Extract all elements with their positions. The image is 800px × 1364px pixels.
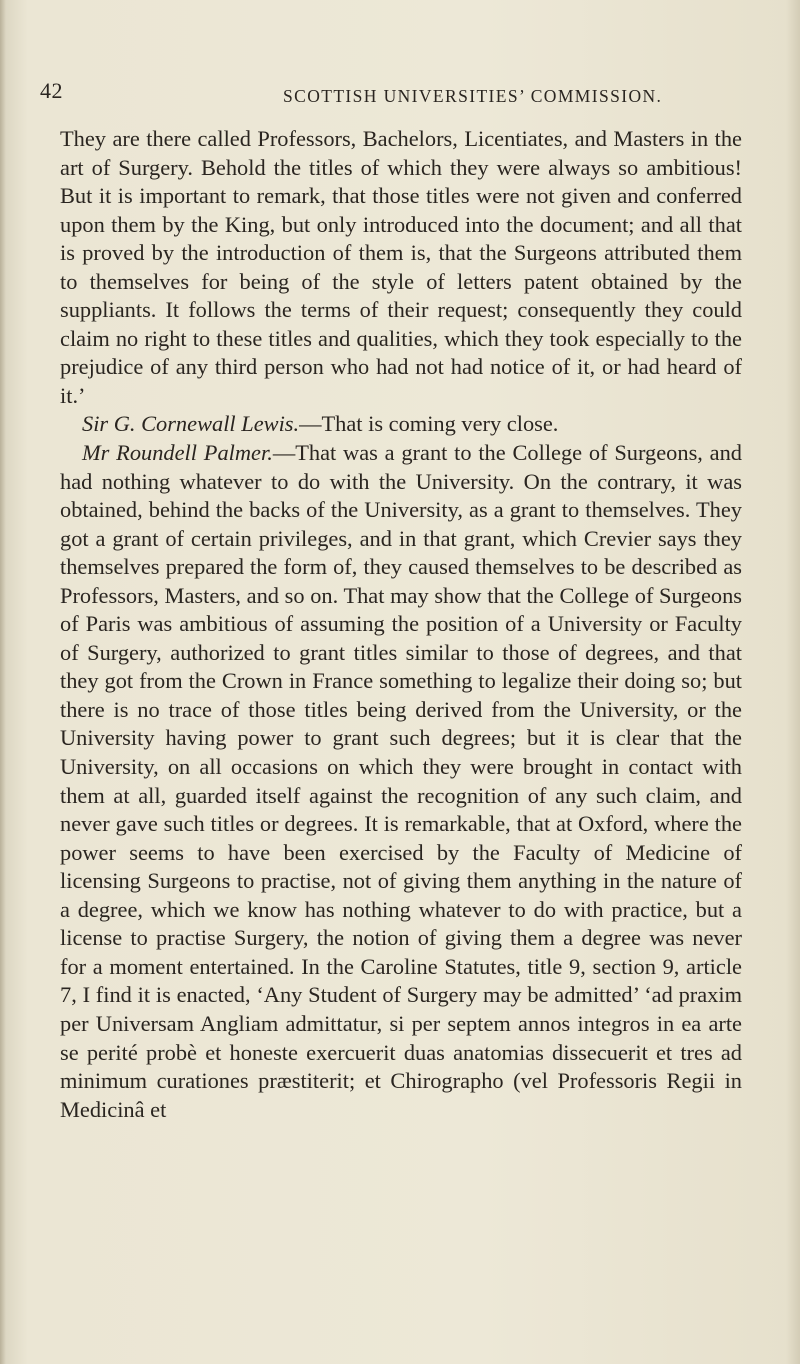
paragraph-text: —That was a grant to the College of Surgeons, and had nothing whatever to do with the University. On the contrary, it was obtained, behind the backs of the University, as a grant to themselves. They got a grant of certain privileges, and in that grant, which Crevier says they themselves prepared the form of, they caused themselves to be described as Professors, Masters, and so on. That may show that the College of Surgeons of Paris was ambitious of assuming the position of a University or Faculty of Surgery, authorized to grant titles similar to those of degrees, and that they got from the Crown in France something to legalize their doing so; but there is no trace of those titles being derived from the University, or the University having power to grant such degrees; but it is clear that the University, on all occasions on which they were brought in contact with them at all, guarded itself against the recognition of any such claim, and never gave such titles or degrees. It is remarkable, that at Oxford, where the power seems to have been exercised by the Faculty of Medicine of licensing Surgeons to practise, not of giving them anything in the nature of a degree, which we know has nothing whatever to do with practice, but a license to practise Surgery, the notion of giving them a degree was never for a moment entertained. In the Caroline Statutes, title 9, section 9, article 7, I find it is enacted, ‘Any Student of Surgery may be admitted’ ‘ad praxim per Universam Angliam admittatur, si per septem annos integros in ea arte se perité probè et honeste exercuerit duas anatomias dissecuerit et tres ad minimum curationes præstiterit; et Chirographo (vel Professoris Regii in Medicinâ et	[60, 440, 742, 1122]
body-text	[60, 125, 742, 1124]
page-gutter-shadow	[0, 0, 6, 1364]
paragraph-palmer	[60, 439, 742, 1124]
paragraph-lewis	[60, 410, 742, 439]
page-number: 42	[40, 78, 63, 103]
paragraph-text: They are there called Professors, Bachelors, Licentiates, and Masters in the art of Surgery. Behold the titles of which they were always so ambitious! But it is important to remark, that those titles were not given and conferred upon them by the King, but only introduced into the document; and all that is proved by the introduction of them is, that the Surgeons attributed them to themselves for being of the style of letters patent obtained by the suppliants. It follows the terms of their request; consequently they could claim no right to these titles and qualities, which they took especially to the prejudice of any third person who had not had notice of it, or had heard of it.’	[60, 126, 742, 408]
running-head: SCOTTISH UNIVERSITIES’ COMMISSION.	[283, 86, 663, 106]
paragraph-quotation	[60, 125, 742, 410]
page-header	[40, 78, 740, 108]
paragraph-text: —That is coming very close.	[299, 411, 559, 437]
speaker-name: Sir G. Cornewall Lewis.	[82, 411, 300, 437]
speaker-name: Mr Roundell Palmer.	[82, 440, 273, 466]
page-edge-shadow	[786, 0, 800, 1364]
